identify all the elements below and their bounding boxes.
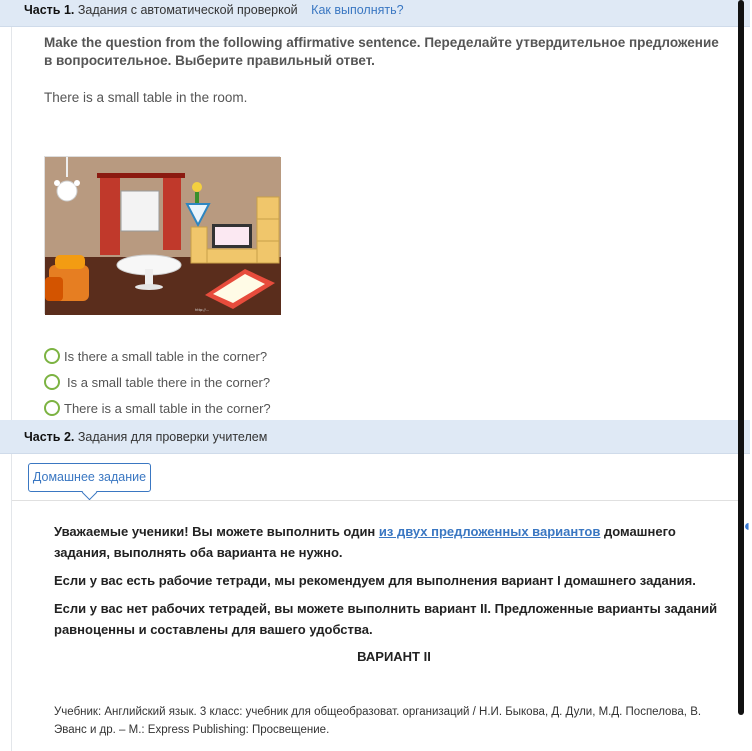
part1-header bbox=[0, 0, 750, 27]
room-picture bbox=[44, 156, 280, 314]
part2-header bbox=[0, 420, 750, 454]
homework-paragraph-3: Если у вас нет рабочих тетрадей, вы можете выполнить вариант II. Предложенные варианты заданий равноценны и составлены для вашего удобства. bbox=[54, 601, 718, 637]
answer-option-label: There is a small table in the corner? bbox=[64, 400, 271, 416]
homework-tab[interactable]: Домашнее задание bbox=[28, 463, 151, 492]
answer-option[interactable] bbox=[44, 395, 271, 421]
answer-options bbox=[44, 343, 271, 421]
homework-paragraph-1 bbox=[54, 521, 724, 563]
side-handle-icon[interactable]: ◖ bbox=[742, 518, 752, 535]
homework-text bbox=[54, 521, 724, 647]
radio-button[interactable] bbox=[44, 374, 60, 390]
how-to-link[interactable]: Как выполнять? bbox=[311, 3, 404, 17]
image-caption: http://... bbox=[195, 308, 210, 312]
part1-label: Часть 1. bbox=[24, 3, 75, 17]
task-sentence: There is a small table in the room. bbox=[44, 90, 248, 105]
answer-option[interactable] bbox=[44, 369, 271, 395]
scrollbar[interactable] bbox=[738, 0, 744, 715]
answer-option[interactable] bbox=[44, 343, 271, 369]
answer-option-label: Is a small table there in the corner? bbox=[67, 374, 271, 390]
radio-button[interactable] bbox=[44, 400, 60, 416]
part2-title: Задания для проверки учителем bbox=[77, 430, 268, 444]
part1-title: Задания с автоматической проверкой bbox=[77, 3, 298, 17]
left-rail bbox=[0, 0, 12, 751]
task-instruction: Make the question from the following affirmative sentence. Переделайте утвердительное предложение в вопросительное. Выберите правильный ответ. bbox=[44, 35, 719, 68]
answer-option-label: Is there a small table in the corner? bbox=[64, 348, 268, 364]
task-block bbox=[44, 34, 724, 105]
part2-label: Часть 2. bbox=[24, 430, 75, 444]
homework-text-end: домашнего задания, выполнять оба варианта не нужно. bbox=[54, 524, 676, 560]
radio-button[interactable] bbox=[44, 348, 60, 364]
variant-heading: ВАРИАНТ II bbox=[357, 649, 431, 664]
divider bbox=[12, 500, 738, 501]
variants-link[interactable]: из двух предложенных вариантов bbox=[378, 524, 601, 539]
homework-paragraph-2: Если у вас есть рабочие тетради, мы рекомендуем для выполнения вариант I домашнего задания. bbox=[54, 573, 696, 588]
homework-text-start: Уважаемые ученики! Вы можете выполнить один bbox=[54, 524, 379, 539]
textbook-reference: Учебник: Английский язык. 3 класс: учебник для общеобразоват. организаций / Н.И. Быкова, Д. Дули, М.Д. Поспелова, В. Эванс и др. – М.: Express Publishing: Просвещение. bbox=[54, 706, 702, 736]
